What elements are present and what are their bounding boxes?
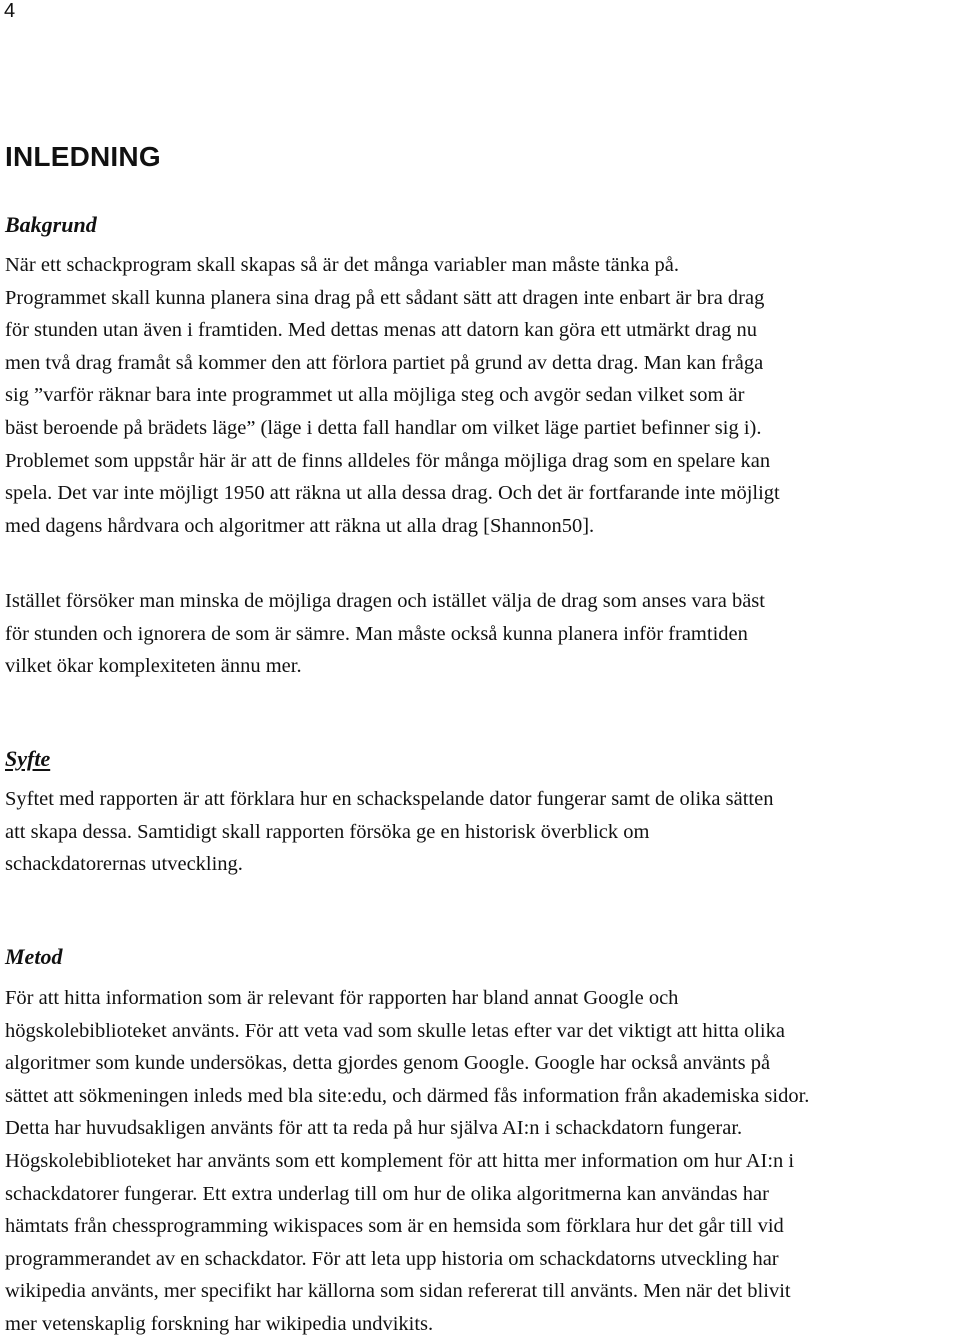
page-title: INLEDNING: [5, 141, 161, 172]
paragraph-bakgrund-1: När ett schackprogram skall skapas så är det många variabler man måste tänka på. Programmet skall kunna planera sina drag på ett sådant sätt att dragen inte enbart är bra drag för stunden utan även i framtiden. Med dettas menas att datorn kan göra ett utmärkt drag nu men två drag framåt så kommer den att förlora partiet på grund av detta drag. Man kan fråga sig ”varför räknar bara inte programmet ut alla möjliga steg och avgör sedan vilket som är bäst beroende på brädets läge” (läge i detta fall handlar om vilket läge partiet befinner sig i). Problemet som uppstår här är att de finns alldeles för många möjliga drag som en spelare kan spela. Det var inte möjligt 1950 att räkna ut alla dessa drag. Och det är fortfarande inte möjligt med dagens hårdvara och algoritmer att räkna ut alla drag [Shannon50].: [5, 254, 780, 537]
section-heading-metod: Metod: [5, 944, 63, 969]
paragraph-bakgrund-2: Istället försöker man minska de möjliga dragen och istället välja de drag som anses vara bäst för stunden och ignorera de som är sämre. Man måste också kunna planera inför framtiden vilket ökar komplexiteten ännu mer.: [5, 590, 765, 678]
section-heading-syfte: Syfte: [5, 746, 51, 771]
section-heading-bakgrund: Bakgrund: [5, 212, 97, 237]
paragraph-syfte-1: Syftet med rapporten är att förklara hur en schackspelande dator fungerar samt de olika sätten att skapa dessa. Samtidigt skall rapporten försöka ge en historisk överblick om schackdatorernas utveckling.: [5, 788, 774, 876]
page-number: 4: [4, 0, 16, 22]
paragraph-metod-1: För att hitta information som är relevant för rapporten har bland annat Google och högskolebiblioteket använts. För att veta vad som skulle letas efter var det viktigt att hitta olika algoritmer som kunde undersökas, detta gjordes genom Google. Google har också använts på sättet att sökmeningen inleds med bla site:edu, och därmed fås information från akademiska sidor. Detta har huvudsakligen använts för att ta reda på hur själva AI:n i schackdatorn fungerar. Högskolebiblioteket har använts som ett komplement för att hitta mer information om hur AI:n i schackdatorer fungerar. Ett extra underlag till om hur de olika algoritmerna kan användas har hämtats från chessprogramming wikispaces som är en hemsida som förklara hur det går till vid programmerandet av en schackdator. För att leta upp historia om schackdatorns utveckling har wikipedia använts, mer specifikt har källorna som sidan refererat till använts. Men när det blivit mer vetenskaplig forskning har wikipedia undvikits.: [5, 987, 810, 1335]
